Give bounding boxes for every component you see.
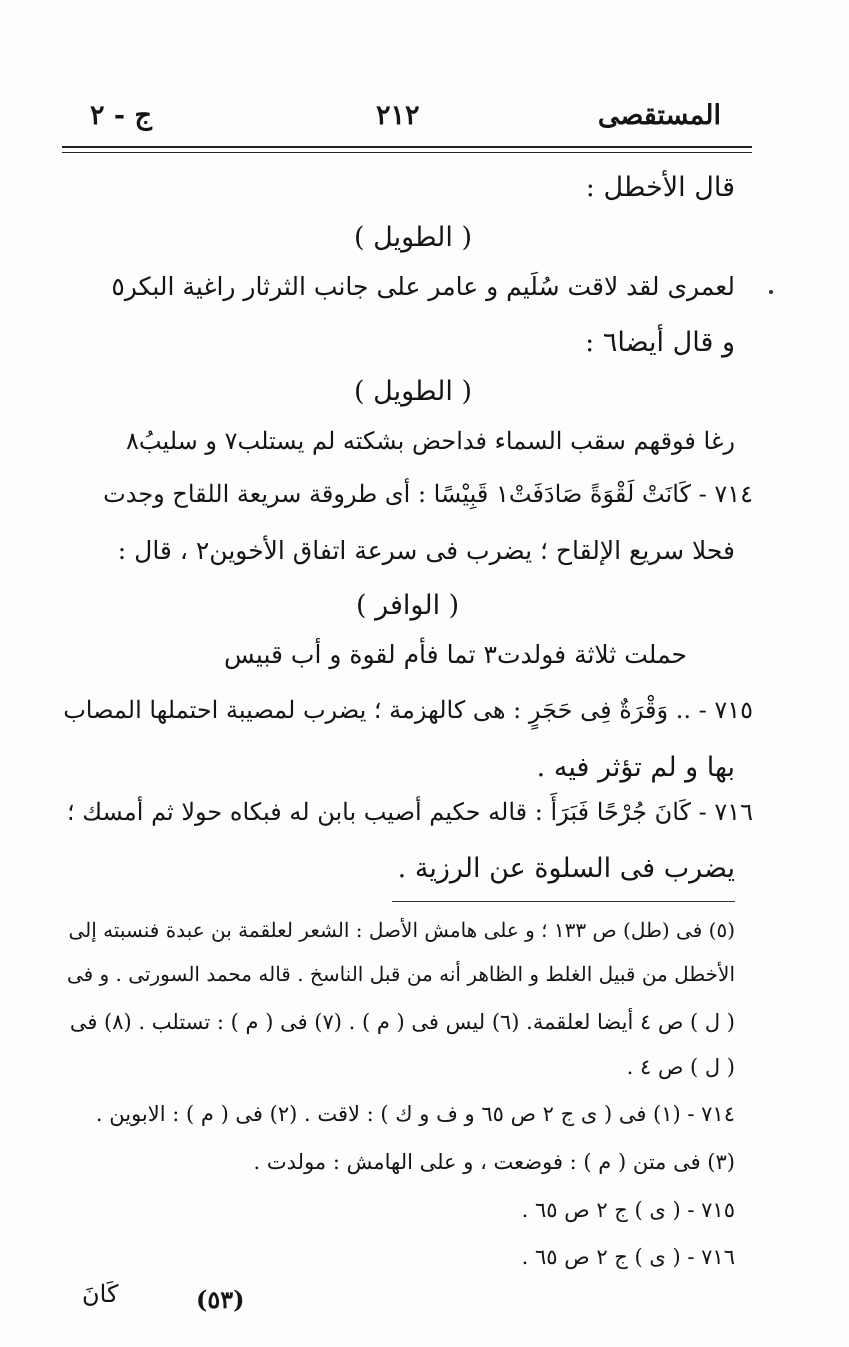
text-line: فحلا سريع الإلقاح ؛ يضرب فى سرعة اتفاق الأخوين٢ ، قال :	[117, 536, 735, 565]
text-line: قال الأخطل :	[585, 172, 735, 203]
footnote-rule	[392, 901, 735, 902]
proverb-line: ٧١٦ - كَانَ جُرْحًا فَبَرَأَ : قاله حكيم أصيب بابن له فبكاه حولا ثم أمسك ؛	[67, 798, 753, 826]
meter-label: ( الطويل )	[354, 222, 473, 253]
footnote-line: ٧١٦ - ( ى ) ج ٢ ص ٦٥ .	[521, 1245, 735, 1269]
proverb-line: ٧١٤ - كَانَتْ لَقْوَةً صَادَفَتْ١ قَبِيْسًا : أى طروقة سريعة اللقاح وجدت	[103, 480, 753, 508]
footnote-line: ٧١٥ - ( ى ) ج ٢ ص ٦٥ .	[521, 1198, 735, 1222]
footnote-line: ( ل ) ص ٤ أيضا لعلقمة. (٦) ليس فى ( م ) . (٧) فى ( م ) : تستلب . (٨) فى	[69, 1010, 735, 1034]
volume-label: ج - ٢	[90, 100, 152, 131]
header-rule-bottom	[62, 152, 752, 153]
footnote-line: (٥) فى (طل) ص ١٣٣ ؛ و على هامش الأصل : الشعر لعلقمة بن عبدة فنسبته إلى	[68, 918, 735, 942]
book-title: المستقصى	[597, 100, 721, 131]
footnote-line: الأخطل من قبيل الغلط و الظاهر أنه من قبل الناسخ . قاله محمد السورتى . و فى	[66, 962, 735, 986]
verse-line: رغا فوقهم سقب السماء فداحض بشكته لم يستلب٧ و سليبُ٨	[126, 427, 735, 455]
footnote-line: ٧١٤ - (١) فى ( ى ج ٢ ص ٦٥ و ف و ك ) : لاقت . (٢) فى ( م ) : الابوين .	[95, 1102, 735, 1126]
signature-mark: (٥٣)	[196, 1285, 245, 1314]
footnote-line: (٣) فى متن ( م ) : فوضعت ، و على الهامش : مولدت .	[253, 1150, 735, 1174]
catchword: كَانَ	[82, 1280, 119, 1308]
text-line: و قال أيضا٦ :	[585, 327, 735, 358]
meter-label: ( الوافر )	[356, 590, 460, 621]
margin-dot	[769, 290, 773, 294]
footnote-line: ( ل ) ص ٤ .	[626, 1055, 735, 1079]
verse-line: لعمرى لقد لاقت سُلَيم و عامر على جانب الثرثار راغية البكر٥	[111, 272, 735, 301]
header-rule-top	[62, 146, 752, 148]
meter-label: ( الطويل )	[354, 376, 473, 407]
page-number: ٢١٢	[376, 100, 420, 131]
proverb-line: ٧١٥ - .. وَقْرَةٌ فِى حَجَرٍ : هى كالهزمة ؛ يضرب لمصيبة احتملها المصاب	[63, 696, 753, 724]
text-line: بها و لم تؤثر فيه .	[536, 752, 735, 783]
text-line: يضرب فى السلوة عن الرزية .	[397, 853, 735, 884]
verse-line: حملت ثلاثة فولدت٣ تما فأم لقوة و أب قبيس	[224, 640, 687, 669]
